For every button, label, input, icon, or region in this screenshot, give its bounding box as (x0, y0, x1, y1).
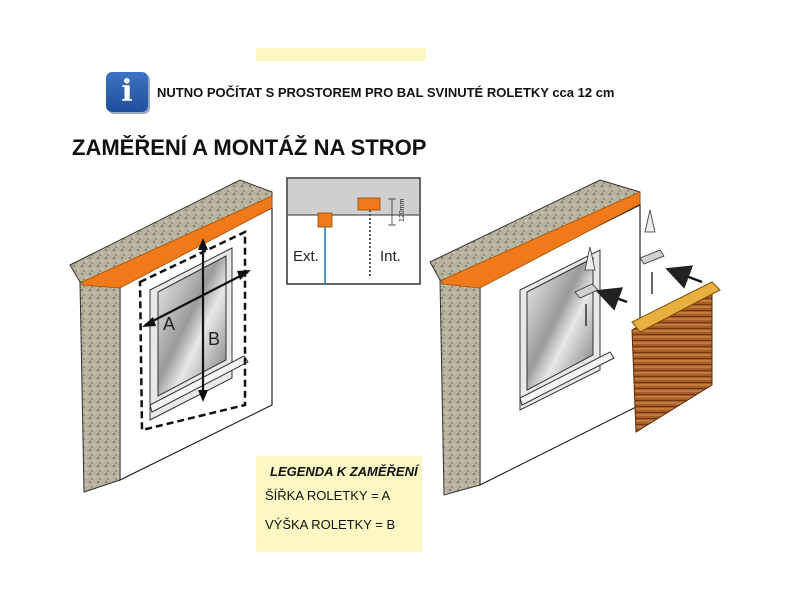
detail-inset (287, 178, 420, 284)
legend-width: ŠÍŘKA ROLETKY = A (265, 488, 391, 503)
dimension-label: 120mm (399, 198, 406, 222)
measure-label-a: A (163, 314, 176, 334)
legend-title: LEGENDA K ZAMĚŘENÍ (270, 464, 418, 479)
page-title: ZAMĚŘENÍ A MONTÁŽ NA STROP (72, 135, 427, 160)
legend-height: VÝŠKA ROLETKY = B (265, 517, 396, 532)
left-wall (70, 180, 272, 492)
space-note: NUTNO POČÍTAT S PROSTOREM PRO BAL SVINUTÉ ROLETKY cca 12 cm (157, 85, 615, 100)
measurement-legend (256, 456, 422, 552)
info-icon: i (106, 72, 148, 112)
measure-label-b: B (208, 329, 221, 349)
exterior-label: Ext. (293, 248, 319, 265)
interior-label: Int. (380, 248, 401, 265)
roller-blind (632, 282, 720, 432)
